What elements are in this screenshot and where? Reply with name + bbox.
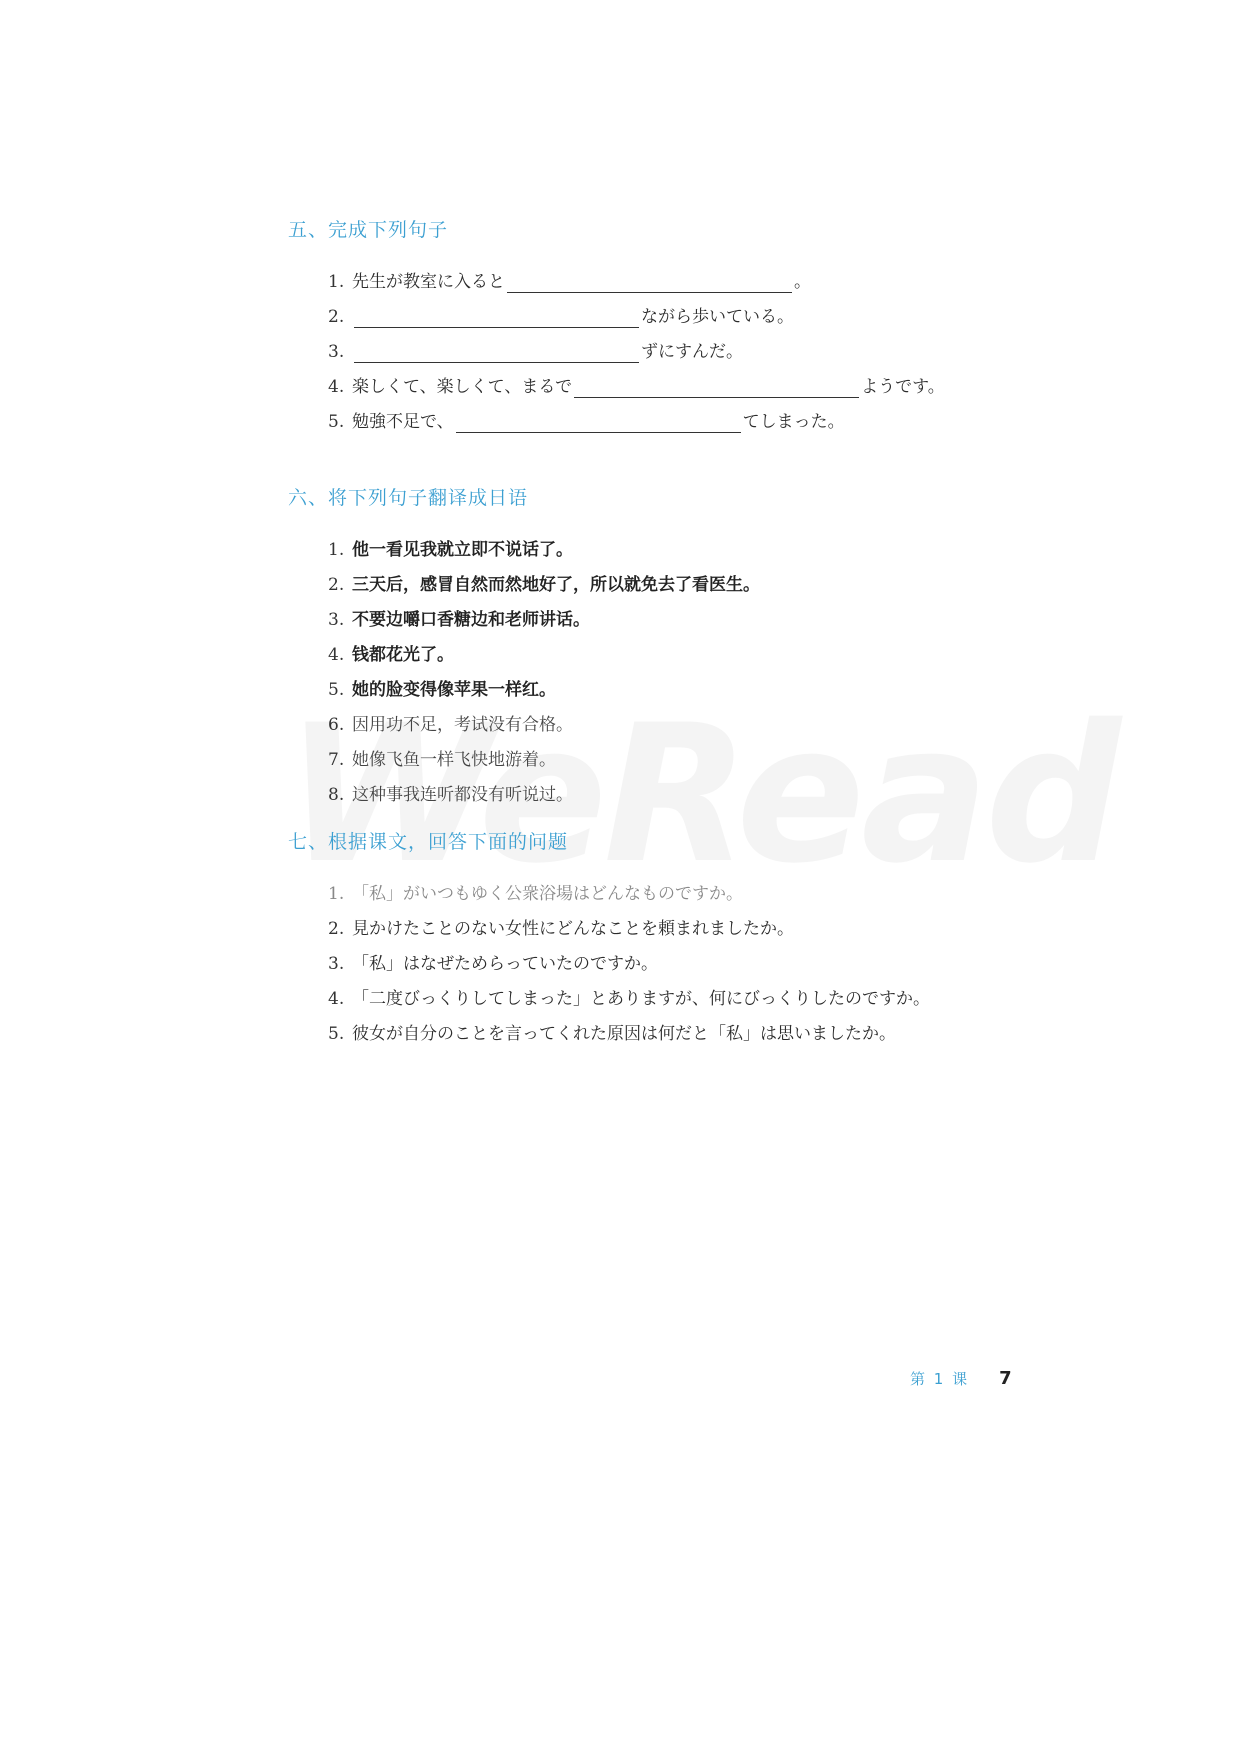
- section-complete-sentences: [288, 216, 988, 433]
- section-translate-to-japanese: [288, 484, 988, 806]
- item-number: 3.: [328, 610, 345, 630]
- exercise-list: [288, 526, 988, 806]
- item-text: 見かけたことのない女性にどんなことを頼まれましたか。: [352, 919, 794, 939]
- list-item: [328, 293, 988, 328]
- list-item: [328, 596, 988, 631]
- item-number: 6.: [328, 715, 345, 735]
- item-text: 不要边嚼口香糖边和老师讲话。: [352, 610, 590, 630]
- item-text: 三天后，感冒自然而然地好了，所以就免去了看医生。: [352, 575, 760, 595]
- section-title: 六、将下列句子翻译成日语: [288, 487, 529, 509]
- item-text: 「私」はなぜためらっていたのですか。: [352, 954, 658, 974]
- fill-in-blank: [507, 274, 792, 293]
- item-number: 8.: [328, 785, 345, 805]
- item-number: 5.: [328, 1024, 345, 1044]
- list-item: [328, 631, 988, 666]
- item-text-before: 勉強不足で、: [352, 412, 454, 432]
- list-item: [328, 940, 988, 975]
- page-footer: [910, 1368, 1012, 1389]
- list-item: [328, 905, 988, 940]
- list-item: [328, 1010, 988, 1045]
- item-text: 他一看见我就立即不说话了。: [352, 540, 573, 560]
- list-item: [328, 328, 988, 363]
- item-number: 2.: [328, 919, 345, 939]
- section-answer-questions: [288, 828, 988, 1045]
- list-item: [328, 561, 988, 596]
- item-number: 4.: [328, 989, 345, 1009]
- list-item: [328, 398, 988, 433]
- list-item: [328, 666, 988, 701]
- item-text: 她像飞鱼一样飞快地游着。: [352, 750, 556, 770]
- item-text: 因用功不足，考试没有合格。: [352, 715, 573, 735]
- item-text: 「二度びっくりしてしまった」とありますが、何にびっくりしたのですか。: [352, 989, 930, 1009]
- item-text-before: 先生が教室に入ると: [352, 272, 505, 292]
- item-number: 5.: [328, 412, 345, 432]
- list-item: [328, 701, 988, 736]
- item-number: 4.: [328, 377, 345, 397]
- item-text: 钱都花光了。: [352, 645, 454, 665]
- list-item: [328, 736, 988, 771]
- list-item: [328, 975, 988, 1010]
- item-text-after: ずにすんだ。: [641, 342, 743, 362]
- item-number: 7.: [328, 750, 345, 770]
- fill-in-blank: [354, 309, 639, 328]
- item-number: 3.: [328, 954, 345, 974]
- item-number: 3.: [328, 342, 345, 362]
- fill-in-blank: [456, 414, 741, 433]
- item-number: 2.: [328, 575, 345, 595]
- list-item: [328, 771, 988, 806]
- item-number: 1.: [328, 540, 345, 560]
- list-item: [328, 258, 988, 293]
- item-text: 她的脸变得像苹果一样红。: [352, 680, 556, 700]
- item-text: 彼女が自分のことを言ってくれた原因は何だと「私」は思いましたか。: [352, 1024, 896, 1044]
- lesson-label: 第 1 课: [910, 1370, 970, 1388]
- item-text-after: 。: [794, 272, 811, 292]
- item-text-after: ようです。: [861, 377, 945, 397]
- fill-in-blank: [354, 344, 639, 363]
- fill-in-blank: [574, 379, 859, 398]
- list-item: [328, 363, 988, 398]
- section-title: 七、根据课文，回答下面的问题: [288, 831, 569, 853]
- list-item: [328, 870, 988, 905]
- page-number: 7: [999, 1368, 1012, 1389]
- exercise-list: [288, 258, 988, 433]
- item-number: 5.: [328, 680, 345, 700]
- list-item: [328, 526, 988, 561]
- item-text: 这种事我连听都没有听说过。: [352, 785, 573, 805]
- item-text-after: てしまった。: [742, 412, 845, 432]
- item-number: 1.: [328, 884, 345, 904]
- item-number: 1.: [328, 272, 345, 292]
- item-text: 「私」がいつもゆく公衆浴場はどんなものですか。: [352, 884, 743, 904]
- section-title: 五、完成下列句子: [288, 219, 449, 241]
- item-text-after: ながら歩いている。: [641, 307, 794, 327]
- item-number: 2.: [328, 307, 345, 327]
- question-list: [288, 870, 988, 1045]
- item-number: 4.: [328, 645, 345, 665]
- item-text-before: 楽しくて、楽しくて、まるで: [352, 377, 573, 397]
